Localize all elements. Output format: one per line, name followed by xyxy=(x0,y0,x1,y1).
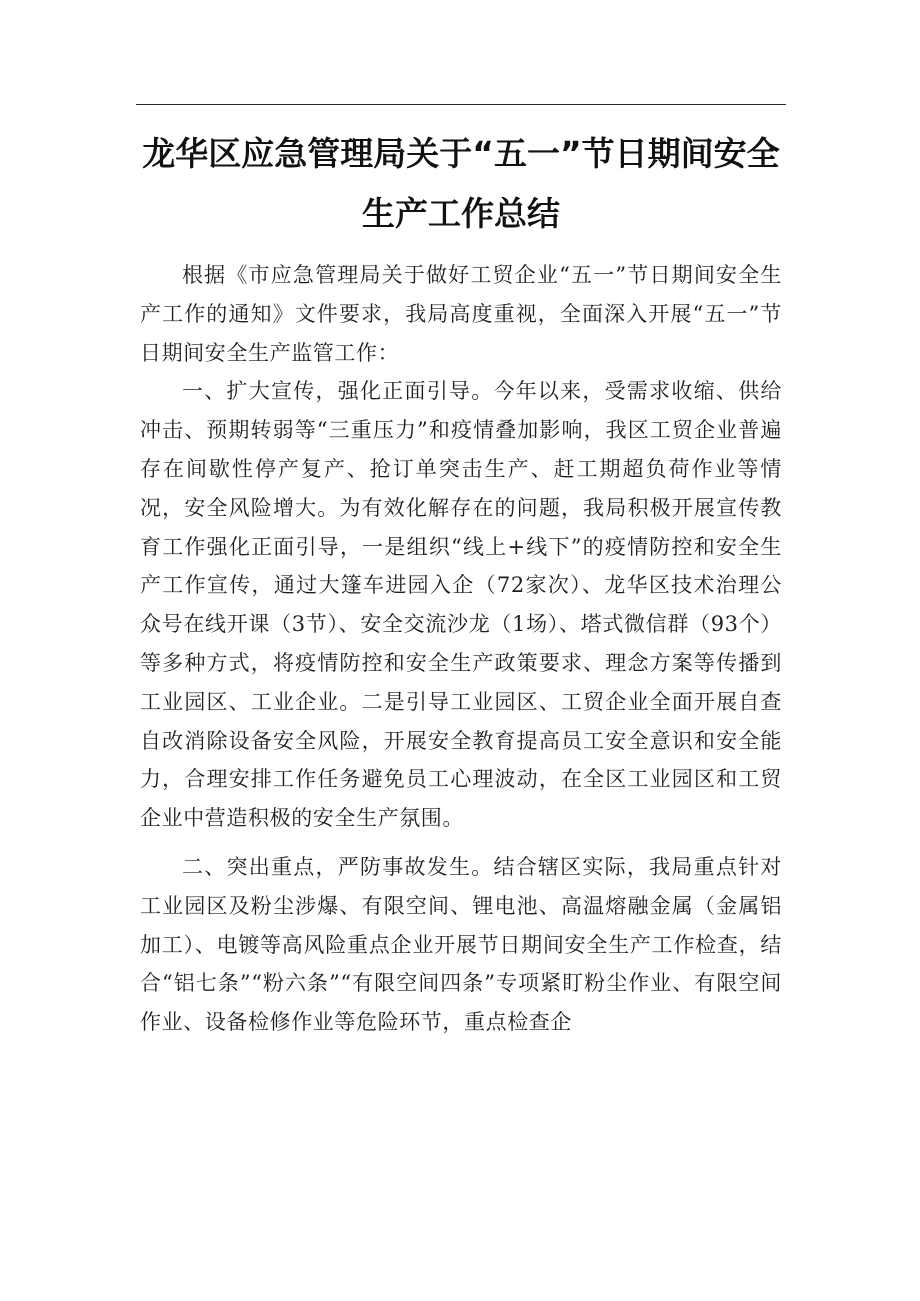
document-body xyxy=(140,256,782,1042)
paragraph-intro: 根据《市应急管理局关于做好工贸企业“五一”节日期间安全生产工作的通知》文件要求，我局高度重视，全面深入开展“五一”节日期间安全生产监管工作： xyxy=(140,263,782,365)
document-title: 龙华区应急管理局关于“五一”节日期间安全生产工作总结 xyxy=(142,134,780,233)
header-rule xyxy=(136,104,786,105)
paragraph-section-1: 一、扩大宣传，强化正面引导。今年以来，受需求收缩、供给冲击、预期转弱等“三重压力”和疫情叠加影响，我区工贸企业普遍存在间歇性停产复产、抢订单突击生产、赶工期超负荷作业等情况，安全风险增大。为有效化解存在的问题，我局积极开展宣传教育工作强化正面引导，一是组织“线上+线下”的疫情防控和安全生产工作宣传，通过大篷车进园入企（72家次）、龙华区技术治理公众号在线开课（3节）、安全交流沙龙（1场）、塔式微信群（93个）等多种方式，将疫情防控和安全生产政策要求、理念方案等传播到工业园区、工业企业。二是引导工业园区、工贸企业全面开展自查自改消除设备安全风险，开展安全教育提高员工安全意识和安全能力，合理安排工作任务避免员工心理波动，在全区工业园区和工贸企业中营造积极的安全生产氛围。 xyxy=(140,379,782,831)
paragraph-section-2: 二、突出重点，严防事故发生。结合辖区实际，我局重点针对工业园区及粉尘涉爆、有限空间、锂电池、高温熔融金属（金属铝加工）、电镀等高风险重点企业开展节日期间安全生产工作检查，结合“铝七条”“粉六条”“有限空间四条”专项紧盯粉尘作业、有限空间作业、设备检修作业等危险环节，重点检查企 xyxy=(140,854,782,1035)
